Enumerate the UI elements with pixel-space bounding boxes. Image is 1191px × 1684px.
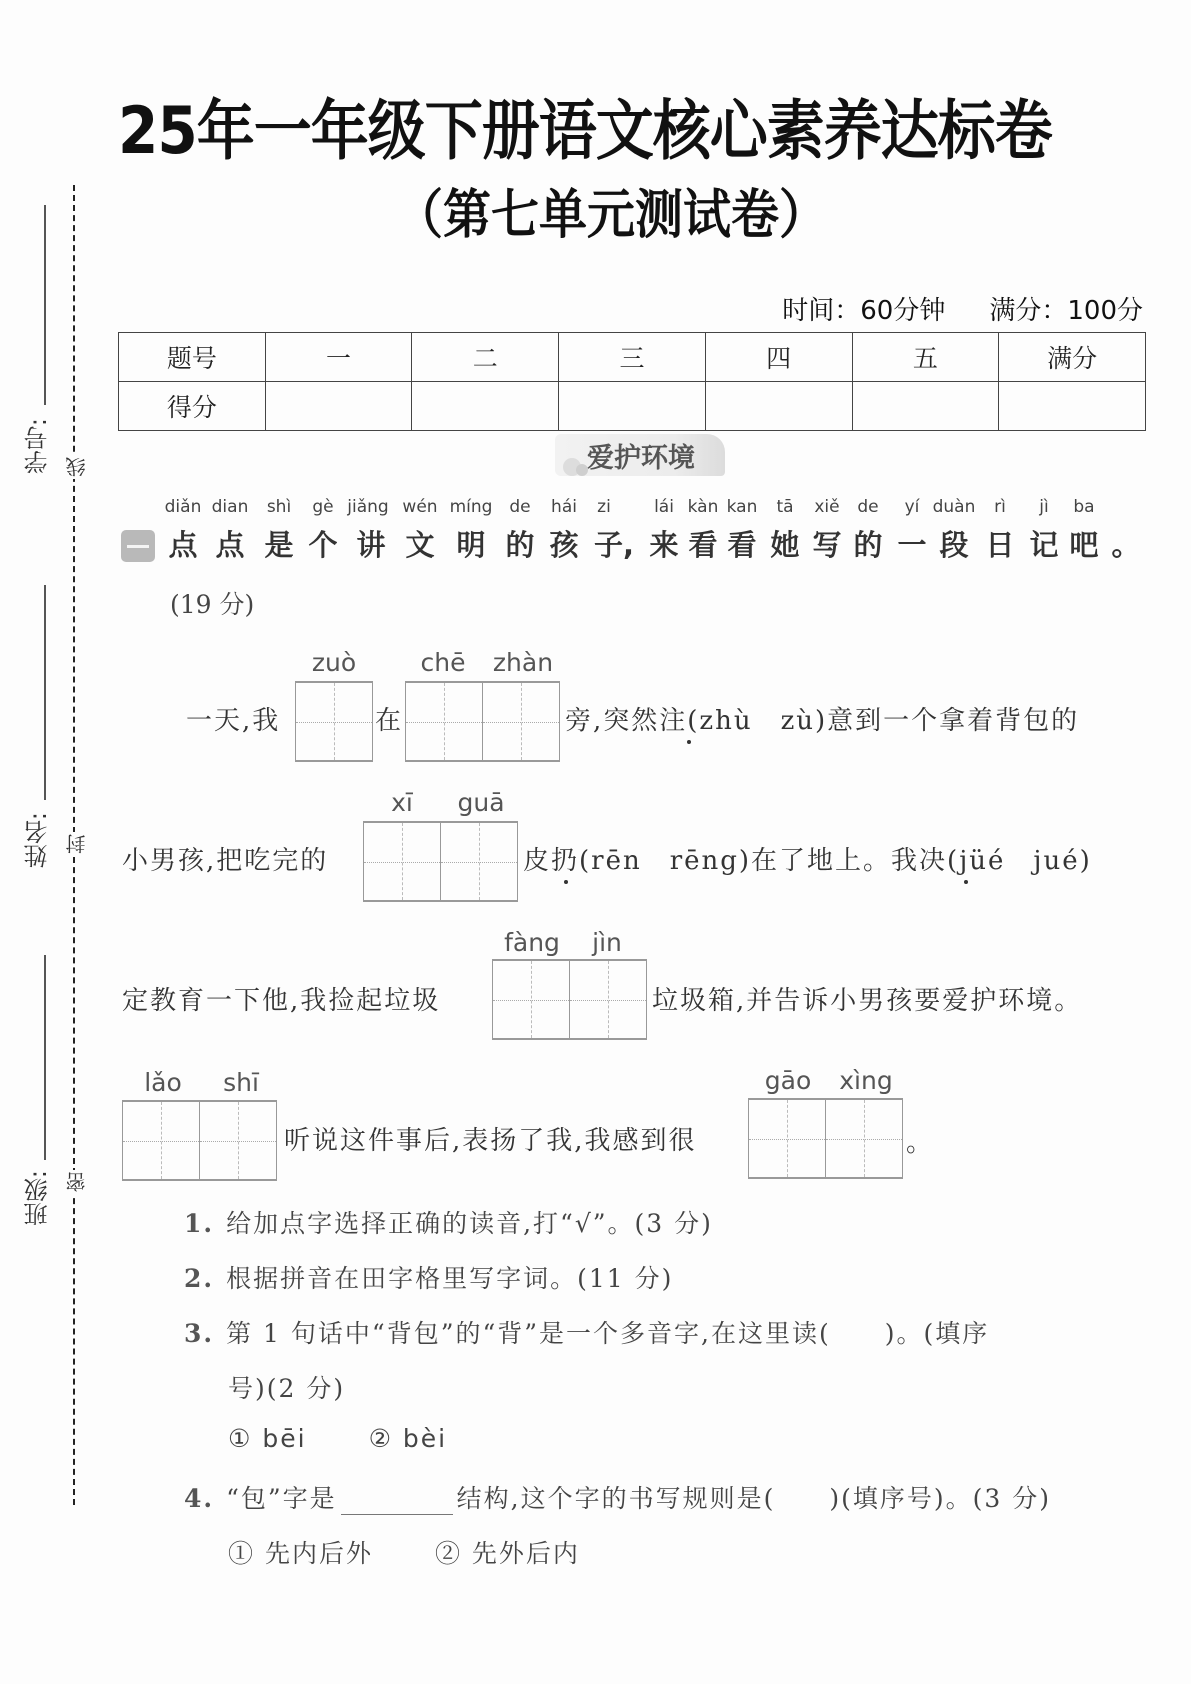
question-4-options xyxy=(228,1534,580,1570)
time-limit: 时间：60分钟 xyxy=(782,296,946,326)
name-label: 姓名: xyxy=(24,812,52,869)
name-blank[interactable] xyxy=(44,585,46,800)
pinyin-hint: shī xyxy=(223,1068,259,1097)
class-blank[interactable] xyxy=(44,955,46,1160)
question-number: 2. xyxy=(184,1264,215,1293)
pinyin: duàn xyxy=(932,497,976,517)
pinyin: rì xyxy=(994,497,1006,517)
heading-char: 明 xyxy=(456,528,486,562)
pinyin: lái xyxy=(654,497,674,517)
heading-char: 一 xyxy=(897,528,927,562)
pinyin-hint: jìn xyxy=(592,928,622,957)
question-2 xyxy=(184,1259,673,1295)
score-cell-4[interactable] xyxy=(705,382,852,431)
pinyin-hint: lǎo xyxy=(144,1068,182,1097)
question-3-continued: 号)(2 分) xyxy=(228,1374,346,1403)
question-text: 根据拼音在田字格里写字词。(11 分) xyxy=(226,1264,674,1293)
question-number: 1. xyxy=(184,1209,215,1238)
passage-text: 听说这件事后,表扬了我,我感到很 xyxy=(284,1126,697,1156)
question-3 xyxy=(184,1314,989,1350)
heading-char: 子, xyxy=(593,528,635,562)
col-header-4: 四 xyxy=(705,333,852,382)
question-text: 第 1 句话中“背包”的“背”是一个多音字,在这里读( )。(填序 xyxy=(226,1319,990,1348)
emphasis-dot xyxy=(687,740,691,744)
tianzige-cell[interactable] xyxy=(570,961,647,1038)
heading-char: 个 xyxy=(308,528,338,562)
pinyin: diǎn xyxy=(164,497,202,517)
passage-text: 在 xyxy=(375,706,404,736)
col-header-2: 二 xyxy=(412,333,559,382)
tianzige-cell[interactable] xyxy=(483,683,560,760)
pinyin: xiě xyxy=(814,497,840,517)
section1-points: (19 分) xyxy=(170,590,255,619)
tianzige-cell[interactable] xyxy=(749,1100,826,1177)
heading-char: 讲 xyxy=(356,528,386,562)
pinyin: tā xyxy=(776,497,794,517)
heading-char: 来 xyxy=(649,528,679,562)
passage-text: 一天,我 xyxy=(186,706,281,736)
passage-text: 。 xyxy=(906,1128,935,1158)
question-number: 4. xyxy=(184,1484,215,1513)
pinyin-hint: guā xyxy=(457,788,505,817)
passage-text: 旁,突然注(zhù zù)意到一个拿着背包的 xyxy=(565,706,1080,736)
pinyin: de xyxy=(857,497,879,517)
option-2[interactable]: ② 先外后内 xyxy=(434,1539,580,1568)
pinyin: hái xyxy=(551,497,577,517)
pinyin-hint: fàng xyxy=(504,928,560,957)
question-text: “包”字是 xyxy=(226,1484,337,1513)
question-text: 结构,这个字的书写规则是( )(填序号)。(3 分) xyxy=(456,1484,1051,1513)
heading-char: 段 xyxy=(939,528,969,562)
heading-char: 日 xyxy=(985,528,1015,562)
tianzige-fangjin[interactable] xyxy=(492,959,647,1040)
pinyin-hint: zhàn xyxy=(492,648,554,677)
col-header-1: 一 xyxy=(265,333,412,382)
col-header-total: 满分 xyxy=(999,333,1146,382)
tianzige-gaoxing[interactable] xyxy=(748,1098,903,1179)
question-number: 3. xyxy=(184,1319,215,1348)
pinyin-hint: xìng xyxy=(839,1066,893,1095)
full-score: 满分：100分 xyxy=(989,296,1143,326)
pinyin: gè xyxy=(312,497,334,517)
heading-char: 的 xyxy=(505,528,535,562)
heading-char: 写 xyxy=(812,528,842,562)
tianzige-cell[interactable] xyxy=(493,961,570,1038)
passage-text: 皮扔(rēn rēng)在了地上。我决(jüé jué) xyxy=(523,846,1092,876)
question-1 xyxy=(184,1204,713,1240)
heading-char: 看 xyxy=(688,528,718,562)
heading-char: 记 xyxy=(1029,528,1059,562)
col-header-5: 五 xyxy=(852,333,999,382)
tianzige-chezhan[interactable] xyxy=(405,681,560,762)
tianzige-cell[interactable] xyxy=(826,1100,903,1177)
exam-title: 25年一年级下册语文核心素养达标卷 xyxy=(118,92,1052,169)
class-label: 班级: xyxy=(24,1170,52,1227)
student-id-blank[interactable] xyxy=(44,205,46,405)
score-cell-5[interactable] xyxy=(852,382,999,431)
emphasis-dot xyxy=(564,880,568,884)
exam-subtitle: （第七单元测试卷） xyxy=(395,184,828,246)
tianzige-cell[interactable] xyxy=(364,823,441,900)
student-id-label: 学号: xyxy=(24,418,52,475)
passage-text: 垃圾箱,并告诉小男孩要爱护环境。 xyxy=(652,986,1083,1016)
score-cell-total[interactable] xyxy=(999,382,1146,431)
row-header-question: 题号 xyxy=(119,333,266,382)
heading-char: 是 xyxy=(264,528,294,562)
heading-char: 文 xyxy=(405,528,435,562)
heading-char: 看 xyxy=(727,528,757,562)
score-cell-2[interactable] xyxy=(412,382,559,431)
question-text: 给加点字选择正确的读音,打“√”。(3 分) xyxy=(226,1209,713,1238)
question-3-options xyxy=(228,1424,447,1453)
score-cell-1[interactable] xyxy=(265,382,412,431)
col-header-3: 三 xyxy=(559,333,706,382)
pinyin: míng xyxy=(449,497,493,517)
theme-label: 爱护环境 xyxy=(587,443,695,474)
heading-char: 孩 xyxy=(549,528,579,562)
pinyin: ba xyxy=(1073,497,1095,517)
pinyin: de xyxy=(509,497,531,517)
score-row xyxy=(119,382,1146,431)
question-number-row xyxy=(119,333,1146,382)
heading-char: 的 xyxy=(853,528,883,562)
pinyin-hint: gāo xyxy=(764,1066,812,1095)
tianzige-cell[interactable] xyxy=(296,683,373,760)
heading-char: 点 xyxy=(168,528,198,562)
pinyin: jiǎng xyxy=(347,497,389,517)
pinyin-hint: xī xyxy=(391,788,413,817)
heading-char: 她 xyxy=(770,528,800,562)
heading-char: 。 xyxy=(1111,528,1141,562)
pinyin-hint: zuò xyxy=(311,648,357,677)
score-cell-3[interactable] xyxy=(559,382,706,431)
heading-char: 点 xyxy=(215,528,245,562)
section-badge xyxy=(121,530,155,562)
seal-char-mi: 密 xyxy=(62,1170,91,1194)
tianzige-cell[interactable] xyxy=(441,823,518,900)
tianzige-laoshi[interactable] xyxy=(122,1100,277,1181)
score-table xyxy=(118,332,1146,431)
pinyin: shì xyxy=(266,497,292,517)
seal-char-feng: 封 xyxy=(62,832,91,856)
tianzige-xigua[interactable] xyxy=(363,821,518,902)
option-2[interactable]: ② bèi xyxy=(368,1424,448,1453)
row-header-score: 得分 xyxy=(119,382,266,431)
pinyin: zi xyxy=(597,497,611,517)
exam-meta xyxy=(782,290,1143,327)
option-1[interactable]: ① 先内后外 xyxy=(228,1539,373,1568)
pinyin: dian xyxy=(211,497,249,517)
question-4 xyxy=(184,1479,1051,1515)
option-1[interactable]: ① bēi xyxy=(228,1424,307,1453)
answer-blank[interactable] xyxy=(341,1492,453,1515)
passage-text: 定教育一下他,我捡起垃圾 xyxy=(122,986,441,1016)
tianzige-zuo[interactable] xyxy=(295,681,373,762)
seal-char-xian: 线 xyxy=(62,455,91,479)
pinyin: kan xyxy=(726,497,758,517)
tianzige-cell[interactable] xyxy=(406,683,483,760)
pinyin: yí xyxy=(904,497,920,517)
emphasis-dot xyxy=(964,880,968,884)
tianzige-cell[interactable] xyxy=(123,1102,200,1179)
passage-text: 小男孩,把吃完的 xyxy=(122,846,329,876)
tianzige-cell[interactable] xyxy=(200,1102,277,1179)
pinyin-hint: chē xyxy=(420,648,466,677)
heading-char: 吧 xyxy=(1069,528,1099,562)
pinyin: jì xyxy=(1039,497,1049,517)
pinyin: wén xyxy=(402,497,438,517)
pinyin: kàn xyxy=(687,497,719,517)
